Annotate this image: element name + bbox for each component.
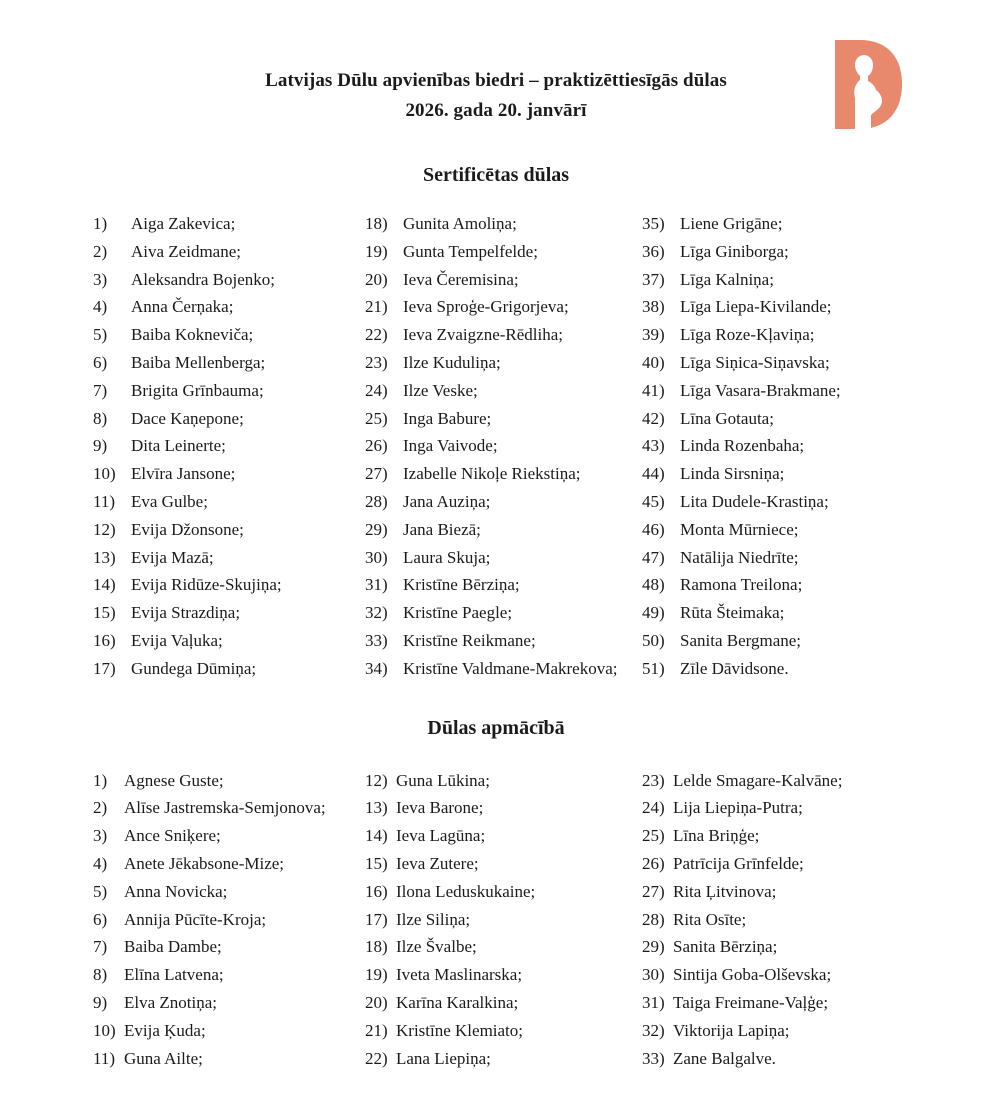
item-number: 26) [642,853,665,873]
item-name: Ieva Sproģe-Grigorjeva; [403,297,569,317]
list-item [93,460,365,488]
list-item [642,405,952,433]
item-number: 11) [93,1048,116,1068]
item-name: Līga Liepa-Kivilande; [680,297,832,317]
list-column [365,210,642,683]
item-name: Aleksandra Bojenko; [131,269,275,289]
item-name: Linda Sirsniņa; [680,464,785,484]
item-name: Evija Ķuda; [124,1020,206,1040]
item-number: 16) [365,881,388,901]
list-item [365,460,642,488]
list-item [642,878,952,906]
list-item [365,293,642,321]
item-name: Rūta Šteimaka; [680,603,785,623]
list-column [642,210,952,683]
item-name: Iveta Maslinarska; [396,965,523,985]
item-name: Līna Gotauta; [680,408,774,428]
document-title: Latvijas Dūlu apvienības biedri – praktizēttiesīgās dūlas [265,70,727,91]
list-item [642,1045,952,1073]
list-item [93,377,365,405]
item-number: 44) [642,464,665,484]
item-name: Annija Pūcīte-Kroja; [124,909,267,929]
item-name: Ilona Leduskukaine; [396,881,536,901]
list-item [365,850,642,878]
item-number: 4) [93,853,108,873]
item-name: Baiba Mellenberga; [131,352,266,372]
item-number: 1) [93,770,108,790]
item-name: Aiga Zakevica; [131,214,236,233]
list-item [642,432,952,460]
item-name: Jana Auziņa; [403,491,491,511]
item-number: 9) [93,992,108,1012]
item-name: Alīse Jastremska-Semjonova; [124,798,326,818]
list-item [93,210,365,238]
list-item [365,377,642,405]
list-item [93,544,365,572]
doula-logo [830,38,907,131]
item-name: Elvīra Jansone; [131,464,236,484]
item-number: 25) [642,826,665,846]
list-item [365,794,642,822]
item-name: Kristīne Klemiato; [396,1020,524,1040]
list-item [93,767,365,795]
item-number: 6) [93,352,108,372]
list-column [365,767,642,1073]
item-number: 30) [642,965,665,985]
item-number: 15) [365,853,388,873]
list-item [93,989,365,1017]
item-name: Elīna Latvena; [124,965,224,985]
item-number: 51) [642,658,665,678]
item-name: Lelde Smagare-Kalvāne; [673,770,843,790]
item-number: 11) [93,491,116,511]
item-number: 7) [93,937,108,957]
item-name: Kristīne Valdmane-Makrekova; [403,658,618,678]
list-item [365,1017,642,1045]
item-name: Baiba Dambe; [124,937,222,957]
item-name: Līna Briņģe; [673,826,760,846]
item-number: 48) [642,575,665,595]
item-number: 38) [642,297,665,317]
list-item [642,627,952,655]
item-number: 35) [642,214,665,233]
list-item [642,822,952,850]
list-item [642,767,952,795]
list-item [93,627,365,655]
item-name: Inga Vaivode; [403,436,498,456]
item-number: 47) [642,547,665,567]
item-name: Līga Kalniņa; [680,269,774,289]
item-name: Lana Liepiņa; [396,1048,491,1068]
list-item [93,906,365,934]
item-number: 2) [93,241,108,261]
list-item [93,571,365,599]
list-item [642,933,952,961]
item-number: 34) [365,658,388,678]
list-item [365,822,642,850]
item-name: Viktorija Lapiņa; [673,1020,790,1040]
list-item [365,933,642,961]
list-column [642,767,952,1073]
item-name: Evija Mazā; [131,547,214,567]
item-number: 32) [642,1020,665,1040]
item-name: Sanita Bergmane; [680,630,802,650]
item-number: 49) [642,603,665,623]
list-item [642,293,952,321]
item-name: Ieva Zutere; [396,853,479,873]
list-item [93,488,365,516]
item-number: 8) [93,408,108,428]
list-item [642,599,952,627]
item-number: 23) [642,770,665,790]
item-number: 20) [365,992,388,1012]
item-number: 20) [365,269,388,289]
list-item [642,544,952,572]
item-name: Līga Vasara-Brakmane; [680,380,841,400]
list-item [93,405,365,433]
section-doulas-in-training [0,715,992,1073]
item-name: Ilze Veske; [403,380,478,400]
item-number: 22) [365,1048,388,1068]
item-number: 14) [93,575,116,595]
item-name: Lija Liepiņa-Putra; [673,798,803,818]
item-number: 29) [642,937,665,957]
item-name: Ramona Treilona; [680,575,803,595]
item-name: Lita Dudele-Krastiņa; [680,491,829,511]
item-number: 46) [642,519,665,539]
item-name: Zīle Dāvidsone. [680,658,789,678]
list-item [642,266,952,294]
item-name: Monta Mūrniece; [680,519,799,539]
item-number: 32) [365,603,388,623]
item-name: Evija Vaļuka; [131,630,223,650]
item-name: Dita Leinerte; [131,436,226,456]
list-item [642,794,952,822]
item-name: Ilze Siliņa; [396,909,471,929]
item-number: 6) [93,909,108,929]
item-name: Kristīne Paegle; [403,603,513,623]
item-number: 28) [642,909,665,929]
list-item [642,377,952,405]
list-item [642,989,952,1017]
item-name: Ieva Barone; [396,798,484,818]
list-item [642,210,952,238]
item-name: Anete Jēkabsone-Mize; [124,853,285,873]
item-number: 19) [365,241,388,261]
item-number: 16) [93,630,116,650]
item-number: 18) [365,937,388,957]
list-item [642,906,952,934]
list-item [642,349,952,377]
list-item [93,516,365,544]
list-item [93,961,365,989]
list-item [642,1017,952,1045]
list-item [365,266,642,294]
item-number: 12) [93,519,116,539]
list-item [93,1017,365,1045]
doula-logo-icon [830,38,907,131]
item-name: Ilze Kuduliņa; [403,352,501,372]
item-name: Aiva Zeidmane; [131,241,241,261]
list-column [93,767,365,1073]
item-number: 13) [365,798,388,818]
item-number: 30) [365,547,388,567]
list-item [365,432,642,460]
item-number: 21) [365,297,388,317]
item-number: 43) [642,436,665,456]
list-item [93,655,365,683]
item-number: 31) [642,992,665,1012]
section-certified-doulas [0,162,992,683]
list-item [93,850,365,878]
item-number: 10) [93,464,116,484]
certified-doulas-list [93,210,952,683]
list-item [365,1045,642,1073]
item-name: Evija Strazdiņa; [131,603,241,623]
item-name: Linda Rozenbaha; [680,436,805,456]
item-name: Guna Ailte; [124,1048,203,1068]
item-name: Patrīcija Grīnfelde; [673,853,804,873]
item-number: 7) [93,380,108,400]
list-item [93,432,365,460]
item-name: Līga Giniborga; [680,241,789,261]
list-item [93,599,365,627]
item-number: 27) [642,881,665,901]
item-number: 24) [642,798,665,818]
list-item [93,321,365,349]
doulas-in-training-list [93,767,952,1073]
list-item [642,238,952,266]
list-item [365,544,642,572]
item-number: 25) [365,408,388,428]
item-name: Evija Ridūze-Skujiņa; [131,575,282,595]
item-name: Līga Siņica-Siņavska; [680,352,830,372]
list-item [365,349,642,377]
list-item [365,210,642,238]
item-name: Agnese Guste; [124,770,224,790]
list-item [93,349,365,377]
item-name: Rita Ļitvinova; [673,881,777,901]
item-number: 18) [365,214,388,233]
item-number: 13) [93,547,116,567]
item-number: 12) [365,770,388,790]
item-name: Evija Džonsone; [131,519,244,539]
list-item [365,516,642,544]
item-name: Elva Znotiņa; [124,992,218,1012]
item-name: Taiga Freimane-Vaļģe; [673,992,829,1012]
item-name: Eva Gulbe; [131,491,208,511]
item-name: Gunita Amoliņa; [403,214,517,233]
item-number: 50) [642,630,665,650]
item-number: 24) [365,380,388,400]
list-item [93,238,365,266]
item-number: 27) [365,464,388,484]
item-number: 40) [642,352,665,372]
item-number: 3) [93,269,108,289]
item-name: Baiba Kokneviča; [131,325,254,345]
item-number: 5) [93,325,108,345]
item-number: 36) [642,241,665,261]
item-number: 33) [642,1048,665,1068]
item-number: 39) [642,325,665,345]
item-number: 9) [93,436,108,456]
item-number: 5) [93,881,108,901]
item-number: 22) [365,325,388,345]
section-heading-training: Dūlas apmācībā [427,716,565,739]
item-number: 26) [365,436,388,456]
list-item [642,516,952,544]
section-heading-certified: Sertificētas dūlas [422,164,570,186]
item-name: Liene Grigāne; [680,214,783,233]
item-number: 15) [93,603,116,623]
list-item [365,767,642,795]
list-item [365,655,642,683]
item-number: 4) [93,297,108,317]
item-number: 21) [365,1020,388,1040]
item-name: Sintija Goba-Olševska; [673,965,832,985]
list-item [365,488,642,516]
list-item [93,293,365,321]
list-item [642,321,952,349]
item-number: 42) [642,408,665,428]
item-name: Līga Roze-Kļaviņa; [680,325,815,345]
item-name: Sanita Bērziņa; [673,937,778,957]
item-number: 14) [365,826,388,846]
item-number: 45) [642,491,665,511]
item-number: 37) [642,269,665,289]
item-name: Anna Čerņaka; [131,297,234,317]
item-number: 2) [93,798,108,818]
item-name: Karīna Karalkina; [396,992,519,1012]
item-name: Ieva Zvaigzne-Rēdliha; [403,325,564,345]
list-item [365,627,642,655]
list-item [93,266,365,294]
item-name: Natālija Niedrīte; [680,547,799,567]
list-item [93,878,365,906]
list-item [93,1045,365,1073]
item-number: 33) [365,630,388,650]
item-number: 29) [365,519,388,539]
list-item [642,488,952,516]
list-item [365,238,642,266]
item-name: Anna Novicka; [124,881,228,901]
item-number: 41) [642,380,665,400]
list-item [642,961,952,989]
item-name: Ance Sniķere; [124,826,221,846]
item-name: Zane Balgalve. [673,1048,776,1068]
item-name: Jana Biezā; [403,519,481,539]
list-item [642,850,952,878]
item-name: Kristīne Reikmane; [403,630,536,650]
item-number: 17) [93,658,116,678]
list-item [365,961,642,989]
item-number: 10) [93,1020,116,1040]
list-item [365,906,642,934]
item-number: 8) [93,965,108,985]
item-name: Gunta Tempelfelde; [403,241,538,261]
list-item [365,571,642,599]
item-name: Gundega Dūmiņa; [131,658,257,678]
item-number: 28) [365,491,388,511]
list-item [642,460,952,488]
item-number: 23) [365,352,388,372]
list-item [93,822,365,850]
item-name: Rita Osīte; [673,909,747,929]
list-column [93,210,365,683]
list-item [365,321,642,349]
item-name: Ieva Lagūna; [396,826,486,846]
list-item [365,405,642,433]
list-item [365,878,642,906]
item-name: Ieva Čeremisina; [403,269,519,289]
list-item [93,933,365,961]
item-name: Guna Lūkina; [396,770,490,790]
item-name: Kristīne Bērziņa; [403,575,520,595]
list-item [93,794,365,822]
item-name: Brigita Grīnbauma; [131,380,264,400]
item-number: 17) [365,909,388,929]
document-date: 2026. gada 20. janvārī [405,100,587,121]
list-item [642,655,952,683]
list-item [365,599,642,627]
item-number: 31) [365,575,388,595]
item-name: Ilze Švalbe; [396,937,477,957]
item-number: 19) [365,965,388,985]
item-name: Dace Kaņepone; [131,408,244,428]
item-name: Inga Babure; [403,408,492,428]
list-item [642,571,952,599]
list-item [365,989,642,1017]
item-name: Izabelle Nikoļe Riekstiņa; [403,464,581,484]
item-number: 3) [93,826,108,846]
item-name: Laura Skuja; [403,547,491,567]
item-number: 1) [93,214,108,233]
